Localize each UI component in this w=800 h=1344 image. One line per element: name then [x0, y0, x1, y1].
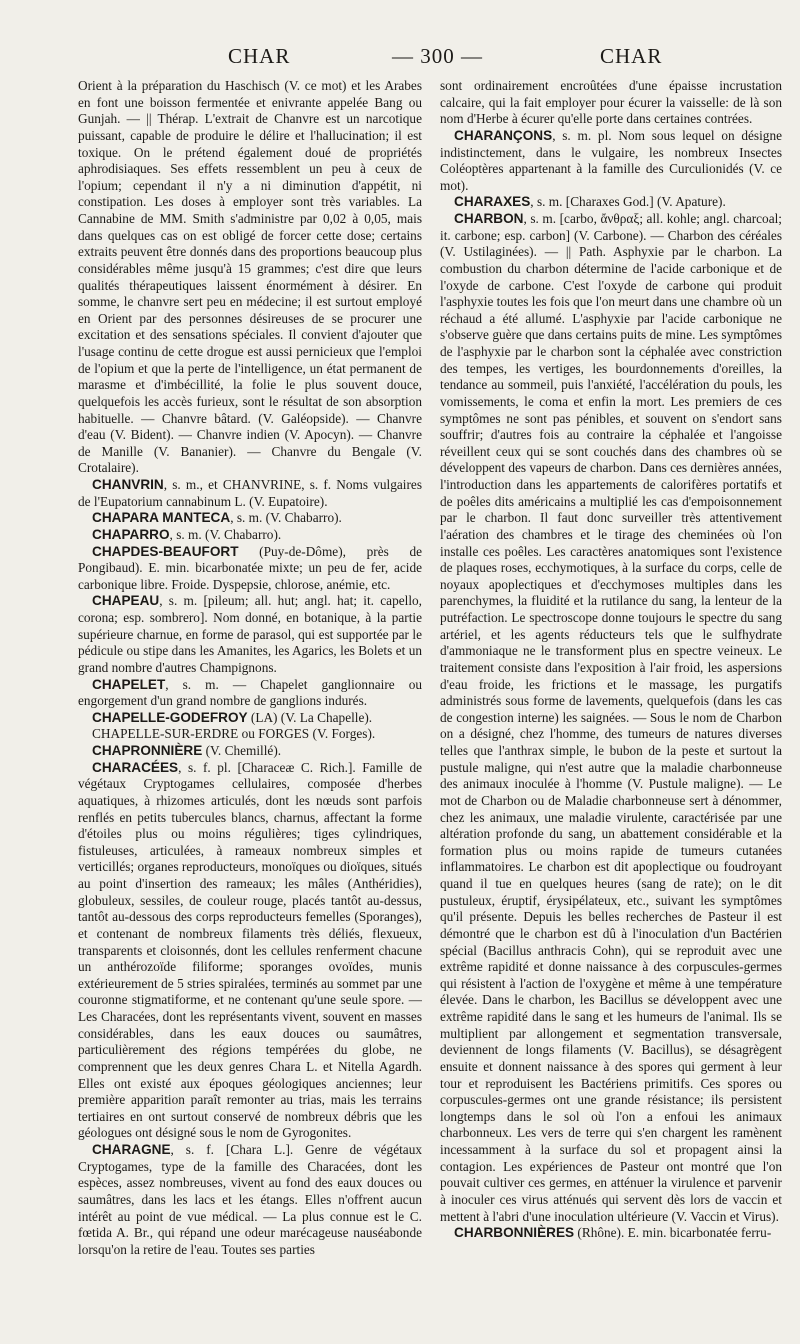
- entry-headword: CHARBON: [454, 211, 524, 226]
- entry-headword: CHAPEAU: [92, 593, 160, 609]
- entry-chapelle-godefroy: CHAPELLE-GODEFROY (LA) (V. La Chapelle).: [92, 709, 373, 725]
- entry-chapdes-beaufort: CHAPDES-BEAUFORT (Puy-de-Dôme), près de Pongibaud). E. min. bicarbonatée mixte; un peu de fer, acide carbonique libre. Froide. Dyspepsie, chlorose, anémie, etc.: [78, 543, 422, 592]
- running-header: [0, 44, 800, 78]
- entry-headword: CHANVRIN: [92, 477, 164, 492]
- entry-chapelet: CHAPELET, s. m. — Chapelet ganglionnaire ou engorgement d'un grand nombre de ganglions indurés.: [78, 676, 422, 709]
- entry-chanvrin: CHANVRIN, s. m., et CHANVRINE, s. f. Noms vulgaires de l'Eupatorium cannabinum L. (V. Eupatoire).: [78, 477, 422, 509]
- entry-headword: CHAPARRO: [92, 526, 170, 542]
- entry-charagne: CHARAGNE, s. f. [Chara L.]. Genre de végétaux Cryptogames, type de la famille des Characées, dont les espèces, assez nombreuses, vivent au fond des eaux douces ou saumâtres, dans les lacs et les étangs. Elles n'offrent aucun intérêt au point de vue médical. — La plus connue est le C. fœtida A. Br., qui répand une odeur marécageuse nauséabonde lorsqu'on la retire de l'eau. Toutes ses parties: [78, 1142, 422, 1257]
- page-number: — 300 —: [392, 44, 483, 68]
- entry-chanvre-continued: Orient à la préparation du Haschisch (V. ce mot) et les Arabes en font une boisson fermentée et enivrante appelée Bang ou Gunjah. — || Thérap. L'extrait de Chanvre est un narcotique puissant, capable de produire le délire et l'hallucination; il est toxique. On le prétend également doué de propriétés aphrodisiaques. Ses effets ressemblent un peu à ceux de l'opium; cependant il n'y a ni diminution d'appétit, ni constipation. Les doses à employer sont très variables. La Cannabine de MM. Smith s'administre par 0,02 à 0,05, mais dans quelques cas on est obligé de forcer cette dose; certains extraits peuvent être donnés dans des proportions beaucoup plus considérables même jusqu'à 15 grammes; c'est dire que leurs qualités thérapeutiques laissent énormément à désirer. En somme, le chanvre sert peu en médecine; il est surtout employé en Orient par des personnes désireuses de se procurer une excitation et des sensations spéciales. Il convient d'ajouter que l'usage continu de cette drogue est aussi pernicieux que l'emploi de l'opium et que la perte de l'intelligence, un état permanent de marasme et d'imbécillité, la folie le plus souvent douce, quelquefois les accès furieux, sont le résultat de son absorption habituelle. — Chanvre bâtard. (V. Galéopside). — Chanvre d'eau (V. Bident). — Chanvre indien (V. Apocyn). — Chanvre de Manille (V. Bananier). — Chanvre du Bengale (V. Crotalaire).: [78, 78, 422, 476]
- entry-chapeau: CHAPEAU, s. m. [pileum; all. hut; angl. hat; it. capello, corona; esp. sombrero]. Nom donné, en botanique, à la partie supérieure charnue, en forme de parasol, qui est supportée par le pédicule ou stipe dans les Amanites, les Agarics, les Bolets et un grand nombre d'autres Champignons.: [78, 593, 422, 675]
- entry-chapara-manteca: CHAPARA MANTECA, s. m. (V. Chabarro).: [92, 510, 342, 526]
- entry-charancons: CHARANÇONS, s. m. pl. Nom sous lequel on désigne indistinctement, dans le vulgaire, les nombreux Insectes Coléoptères appartenant à la famille des Curculionidés (V. ce mot).: [440, 127, 782, 193]
- entry-characees: CHARACÉES, s. f. pl. [Characeæ C. Rich.]. Famille de végétaux Cryptogames cellulaires, composée d'herbes aquatiques, à rhizomes articulés, dont les nœuds sont parfois renflés en petits tubercules blancs, charnus, affectant la forme d'étoiles plus ou moins régulières; tiges cylindriques, fistuleuses, articulées, à rameaux nombreux simples et verticillés; organes reproducteurs, monoïques ou dioïques, situés au point d'insertion des rameaux; les mâles (Anthéridies), globuleux, sessiles, de couleur rouge, placés tantôt au-dessus, tantôt au-dessous des corps reproducteurs femelles (Sporanges), et contenant de nombreux filaments très déliés, flexueux, transparents et cloisonnés, dont les cellules renferment chacune un anthérozoïde filiforme; sporanges ovoïdes, munis extérieurement de 5 stries spiralées, terminés au sommet par une couronne stigmatiforme, et ne contenant qu'une seule spore. — Les Characées, dont les représentants vivent, souvent en masses considérables, dans les eaux douces ou saumâtres, particulièrement des régions tempérées du globe, ne comprennent que les deux genres Chara L. et Nitella Agardh. Elles ont existé aux époques géologiques anciennes; leur première apparition paraît remonter au trias, mais les terrains tertiaires en ont surtout conservé de nombreux débris que les géologues ont désigné sous le nom de Gyrogonites.: [78, 759, 422, 1141]
- entry-headword: CHAPELET: [92, 676, 166, 692]
- entry-charagne-continued: sont ordinairement encroûtées d'une épaisse incrustation calcaire, qui la fait employer pour écurer la vaisselle: de là son nom d'Herbe à écurer qu'elle porte dans certaines contrées.: [440, 78, 782, 127]
- entry-charaxes: CHARAXES, s. m. [Charaxes God.] (V. Apature).: [454, 194, 726, 210]
- header-right-word: CHAR: [600, 44, 663, 68]
- entry-headword: CHARAGNE: [92, 1142, 171, 1157]
- entry-charbonnieres: CHARBONNIÈRES (Rhône). E. min. bicarbonatée ferru-: [454, 1225, 772, 1241]
- entry-headword: CHARACÉES: [92, 759, 179, 775]
- entry-headword: CHARANÇONS: [454, 127, 553, 143]
- entry-chapelle-sur-erdre: CHAPELLE-SUR-ERDRE ou FORGES (V. Forges).: [92, 726, 376, 742]
- entry-headword: CHAPDES-BEAUFORT: [92, 543, 239, 559]
- entry-headword: CHAPRONNIÈRE: [92, 743, 203, 758]
- entry-chaparro: CHAPARRO, s. m. (V. Chabarro).: [92, 526, 282, 542]
- entry-charbon: CHARBON, s. m. [carbo, ἄνθραξ; all. kohle; angl. charcoal; it. carbone; esp. carbon] (V. Carbone). — Charbon des céréales (V. Ustilaginées). — || Path. Asphyxie par le charbon. La combustion du charbon détermine de l'acide carbonique et de l'oxyde de carbone. C'est l'oxyde de carbone qui produit l'asphyxie toutes les fois que l'on meurt dans une chambre où un réchaud a été allumé. L'asphyxie par l'acide carbonique ne s'observe guère que dans certains puits de mine. Les symptômes de l'asphyxie par le charbon sont la céphalée avec constriction des tempes, les vertiges, les bourdonnements d'oreilles, la tendance au sommeil, puis l'anxiété, l'accélération du pouls, les vomissements, le coma et enfin la mort. Les premiers de ces symptômes ne sont pas pénibles, et souvent on s'endort sans souffrir; d'autres fois au contraire la céphalée et l'angoisse réveillent ceux qui se sont couchés dans des chambres où se développent des vapeurs de charbon. Dans ces dernières années, l'introduction dans les appartements de calorifères portatifs et de poêles dits américains a multiplié les cas d'empoisonnement par le charbon. Il faut donc surveiller très attentivement l'aération des chambres et le tirage des cheminées où l'on installe ces poêles. Les caractères anatomiques sont l'existence de plaques roses, ecchymotiques, à la surface du corps, celle de noyaux apoplectiques et d'ecchymoses multiples dans les parenchymes, la fluidité et la rutilance du sang, la lenteur de la putréfaction. Le spectroscope donne toujours le spectre du sang artériel, et les agents réducteurs tels que le sulfhydrate d'ammoniaque ne le transforment plus en spectre veineux. Le traitement consiste dans l'exposition à l'air froid, les aspersions d'eau froide, les frictions et le massage, les purgatifs administrés sous forme de lavements, quelquefois (dans les cas de congestion interne) les saignées. — Sous le nom de Charbon on a désigné, chez l'homme, des tumeurs de natures diverses telles que l'anthrax simple, le bubon de la peste et surtout la pustule maligne, qui n'est autre que la maladie charbonneuse des animaux inoculée à l'homme (V. Pustule maligne). — Le mot de Charbon ou de Maladie charbonneuse sert à dénommer, chez les animaux, une maladie virulente, caractérisée par une altération profonde du sang, un abattement considérable et la formation plus ou moins rapide de tumeurs cutanées inflammatoires. Le charbon est dit apoplectique ou foudroyant quand il tue en quelques heures (sang de rate); on le dit pustuleux, éruptif, érysipélateux, etc., suivant les symptômes qu'il présente. Depuis les belles recherches de Pasteur il est démontré que le charbon est dû à l'inoculation d'un Bactérien spécial (Bacillus anthracis Cohn), qui se reproduit avec une extrême rapidité et donne naissance à des corpuscules-germes qui résistent à l'action de l'oxygène et même à une température élevée. Dans le charbon, les Bacillus se développent avec une extrême rapidité dans le sang et les humeurs de l'animal. Ils se multiplient par allongement et segmentation transversale, deviennent de longs filaments (V. Bacillus), se désagrègent ensuite et donnent naissance à des spores qui germent à leur tour et reproduisent les Bactériens primitifs. Ces spores ou corpuscules-germes ont une grande résistance; ils persistent longtemps dans le sol où l'on a enfoui les animaux charbonneux. Les vers de terre qui s'en chargent les ramènent incessamment à la surface du sol et propagent ainsi la contagion. Les expériences de Pasteur ont montré que l'on pouvait cultiver ces germes, en atténuer la virulence et parvenir à inoculer ces virus atténués qui servent dès lors de vaccin et mettent à l'abri d'une inoculation ultérieure (V. Vaccin et Virus).: [440, 211, 782, 1224]
- right-column: [440, 78, 782, 1340]
- entry-headword: CHAPARA MANTECA: [92, 510, 231, 526]
- entry-headword: CHARBONNIÈRES: [454, 1225, 575, 1241]
- header-left-word: CHAR: [228, 44, 291, 68]
- left-column: [78, 78, 422, 1340]
- entry-chapronniere: CHAPRONNIÈRE (V. Chemillé).: [92, 743, 282, 758]
- entry-headword: CHARAXES: [454, 194, 531, 210]
- entry-headword: CHAPELLE-GODEFROY: [92, 709, 248, 725]
